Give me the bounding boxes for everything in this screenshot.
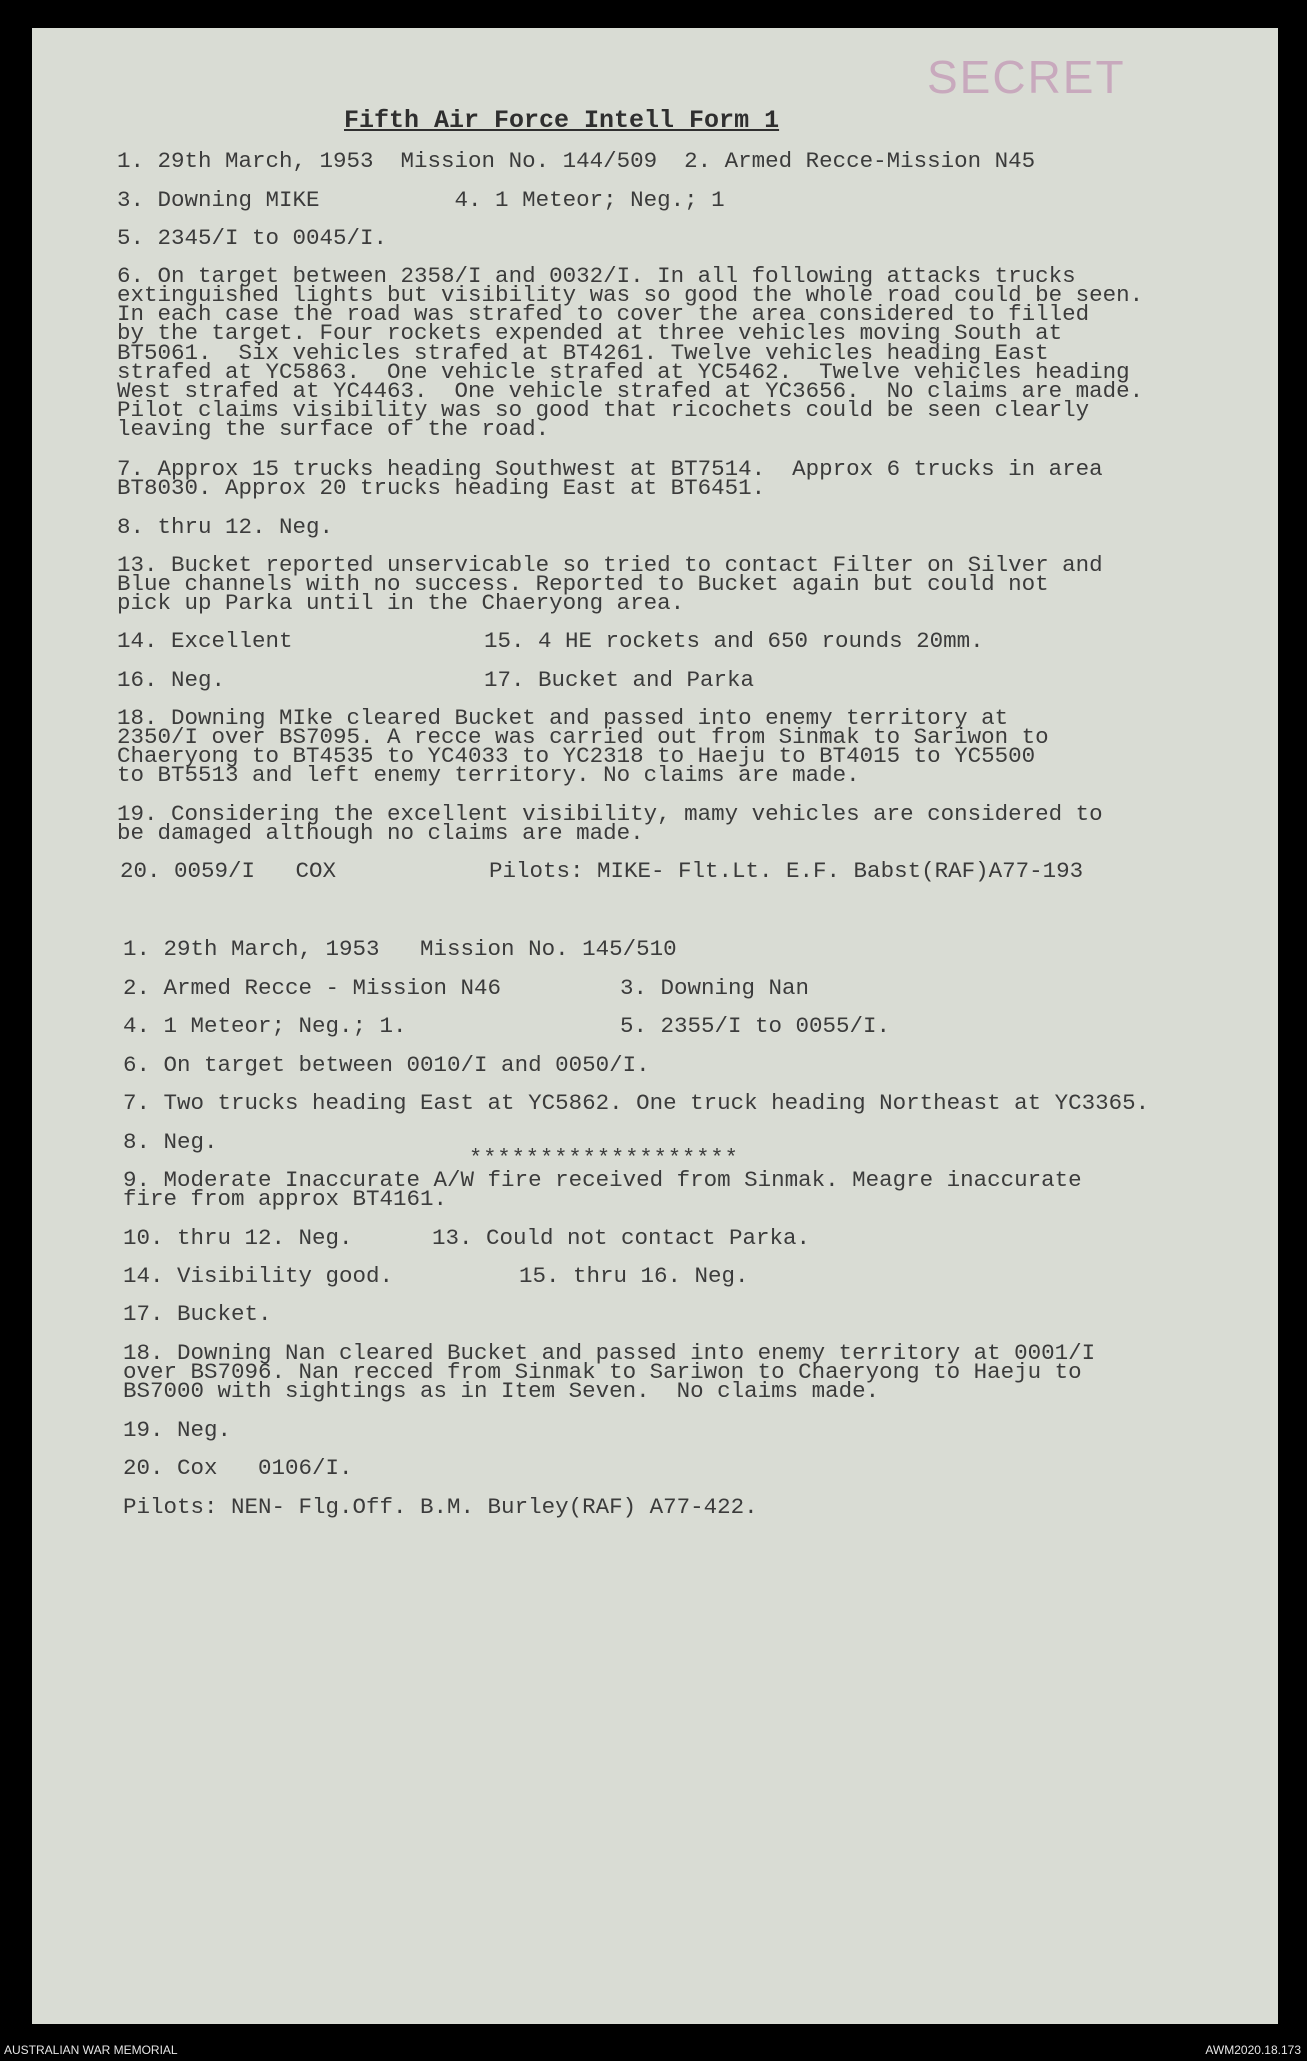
e1-p18-4: to BT5513 and left enemy territory. No claims are made.: [117, 762, 860, 788]
e1-p8: 8. thru 12. Neg.: [117, 514, 334, 540]
e1-p6-8: Pilot claims visibility was so good that ricochets could be seen clearly: [117, 397, 1090, 423]
form-title: Fifth Air Force Intell Form 1: [344, 106, 780, 135]
e1-p16: 16. Neg.: [117, 667, 226, 693]
e1-p7-2: BT8030. Approx 20 trucks heading East at BT6451.: [117, 475, 766, 501]
e1-p18-1: 18. Downing MIke cleared Bucket and passed into enemy territory at: [117, 705, 1009, 731]
e1-p15: 15. 4 HE rockets and 650 rounds 20mm.: [484, 628, 984, 654]
e2-line-19: 19. Neg.: [123, 1417, 232, 1443]
e1-p6-9: leaving the surface of the road.: [117, 416, 550, 442]
e1-p6-3: In each case the road was strafed to cover the area considered to filled: [117, 301, 1090, 327]
e1-p20-pilots: Pilots: MIKE- Flt.Lt. E.F. Babst(RAF)A77-193: [489, 858, 1084, 884]
document-page: [32, 28, 1278, 2024]
e1-p6-1: 6. On target between 2358/I and 0032/I. In all following attacks trucks: [117, 263, 1076, 289]
e1-p18-2: 2350/I over BS7095. A recce was carried out from Sinmak to Sariwon to: [117, 724, 1049, 750]
e2-line-5: 5. 2355/I to 0055/I.: [620, 1013, 891, 1039]
separator-stars: *******************: [469, 1146, 739, 1171]
e2-line-20: 20. Cox 0106/I.: [123, 1455, 353, 1481]
e1-p6-4: by the target. Four rockets expended at three vehicles moving South at: [117, 320, 1063, 346]
e2-line-2: 2. Armed Recce - Mission N46: [123, 975, 502, 1001]
e1-line-1: 1. 29th March, 1953 Mission No. 144/509 2. Armed Recce-Mission N45: [117, 148, 1036, 174]
e2-line-1: 1. 29th March, 1953 Mission No. 145/510: [123, 936, 677, 962]
e2-p9-1: 9. Moderate Inaccurate A/W fire received from Sinmak. Meagre inaccurate: [123, 1167, 1082, 1193]
e2-line-17: 17. Bucket.: [123, 1301, 272, 1327]
e2-p18-1: 18. Downing Nan cleared Bucket and passed into enemy territory at 0001/I: [123, 1340, 1096, 1366]
e2-line-8: 8. Neg.: [123, 1129, 218, 1155]
e2-line-7: 7. Two trucks heading East at YC5862. One truck heading Northeast at YC3365.: [123, 1090, 1150, 1116]
e1-p6-6: strafed at YC5863. One vehicle strafed at YC5462. Twelve vehicles heading: [117, 359, 1130, 385]
e1-p6-5: BT5061. Six vehicles strafed at BT4261. Twelve vehicles heading East: [117, 340, 1049, 366]
e1-p13-3: pick up Parka until in the Chaeryong area.: [117, 590, 685, 616]
e1-p13-2: Blue channels with no success. Reported to Bucket again but could not: [117, 571, 1049, 597]
archive-reference: AWM2020.18.173: [1205, 2043, 1301, 2057]
e2-p18-3: BS7000 with sightings as in Item Seven. No claims made.: [123, 1378, 880, 1404]
e1-p18-3: Chaeryong to BT4535 to YC4033 to YC2318 to Haeju to BT4015 to YC5500: [117, 743, 1036, 769]
e2-line-3: 3. Downing Nan: [620, 975, 810, 1001]
e1-p19-1: 19. Considering the excellent visibility, mamy vehicles are considered to: [117, 801, 1103, 827]
e1-p6-7: West strafed at YC4463. One vehicle strafed at YC3656. No claims are made.: [117, 378, 1144, 404]
e1-p7-1: 7. Approx 15 trucks heading Southwest at BT7514. Approx 6 trucks in area: [117, 456, 1103, 482]
e1-p14: 14. Excellent: [117, 628, 293, 654]
secret-stamp: SECRET: [927, 51, 1126, 103]
e2-line-13: 13. Could not contact Parka.: [432, 1225, 811, 1251]
e2-line-14: 14. Visibility good.: [123, 1263, 394, 1289]
e2-p18-2: over BS7096. Nan recced from Sinmak to Sariwon to Chaeryong to Haeju to: [123, 1359, 1082, 1385]
e2-line-4: 4. 1 Meteor; Neg.; 1.: [123, 1013, 407, 1039]
e2-pilots: Pilots: NEN- Flg.Off. B.M. Burley(RAF) A77-422.: [123, 1494, 758, 1520]
e1-p6-2: extinguished lights but visibility was so good the whole road could be seen.: [117, 282, 1144, 308]
archive-credit: AUSTRALIAN WAR MEMORIAL: [4, 2043, 178, 2057]
e2-line-10: 10. thru 12. Neg.: [123, 1225, 353, 1251]
e1-p20-time: 20. 0059/I COX: [120, 858, 337, 884]
e2-line-15: 15. thru 16. Neg.: [519, 1263, 749, 1289]
e1-line-5: 5. 2345/I to 0045/I.: [117, 225, 388, 251]
e2-p9-2: fire from approx BT4161.: [123, 1186, 448, 1212]
e1-p19-2: be damaged although no claims are made.: [117, 820, 644, 846]
e1-p17: 17. Bucket and Parka: [484, 667, 755, 693]
e2-line-6: 6. On target between 0010/I and 0050/I.: [123, 1052, 650, 1078]
e1-p13-1: 13. Bucket reported unservicable so tried to contact Filter on Silver and: [117, 552, 1103, 578]
e1-line-3: 3. Downing MIKE 4. 1 Meteor; Neg.; 1: [117, 187, 725, 213]
